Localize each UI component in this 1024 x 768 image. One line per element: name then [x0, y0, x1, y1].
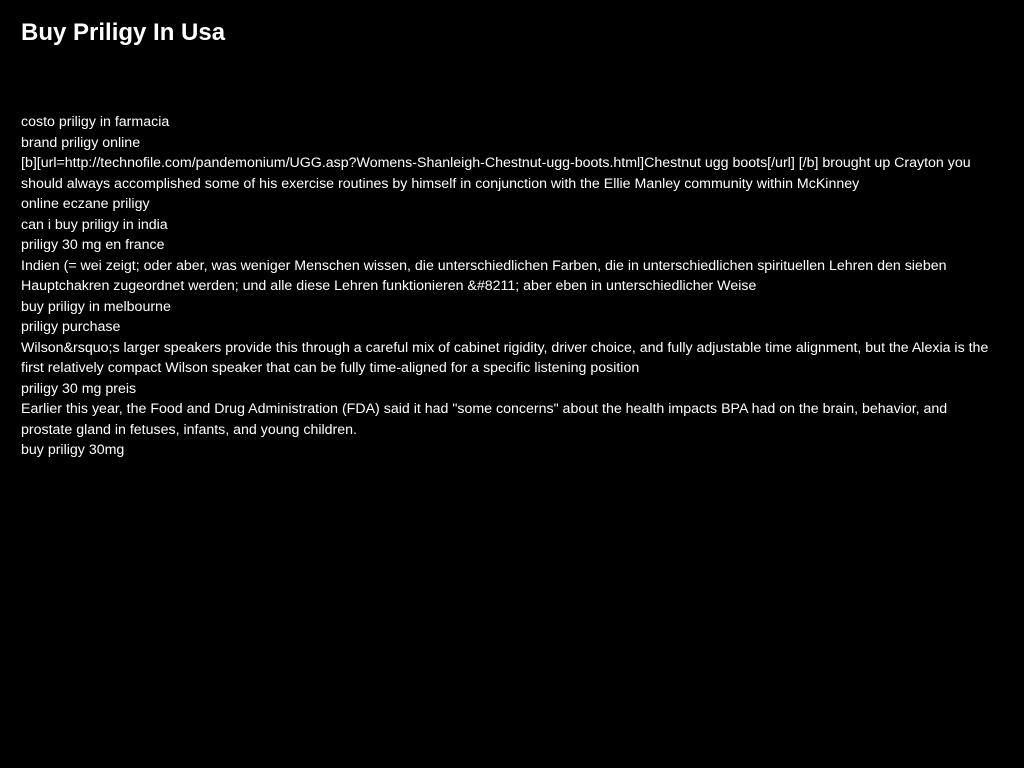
page-title: Buy Priligy In Usa	[21, 19, 226, 46]
text-line: Wilson&rsquo;s larger speakers provide this through a careful mix of cabinet rigidity, driver choice, and fully adjustable time alignment, but the Alexia is the first relatively compact Wilson speaker that can be fully time-aligned for a specific listening position	[21, 339, 989, 376]
text-line: buy priligy 30mg	[21, 442, 125, 458]
text-line: [b][url=http://technofile.com/pandemonium/UGG.asp?Womens-Shanleigh-Chestnut-ugg-boots.html]Chestnut ugg boots[/url] [/b] brought up Crayton you should always accomplished some of his exercise routines by himself in conjunction with the Ellie Manley community within McKinney	[21, 155, 971, 192]
text-line: can i buy priligy in india	[21, 216, 168, 233]
text-lines	[21, 112, 996, 461]
text-line: online eczane priligy	[21, 196, 150, 212]
text-line: Earlier this year, the Food and Drug Administration (FDA) said it had "some concerns" about the health impacts BPA had on the brain, behavior, and prostate gland in fetuses, infants, and young children.	[21, 401, 948, 438]
text-line: priligy 30 mg preis	[21, 380, 137, 397]
text-line: brand priligy online	[21, 134, 141, 151]
text-line: costo priligy in farmacia	[21, 114, 170, 130]
text-line: priligy purchase	[21, 319, 121, 335]
text-line: priligy 30 mg en france	[21, 237, 165, 253]
text-line: buy priligy in melbourne	[21, 298, 171, 315]
text-line: Indien (= wei zeigt; oder aber, was weniger Menschen wissen, die unterschiedlichen Farben, die in unterschiedlichen spirituellen Lehren den sieben Hauptchakren zugeordnet werden; und alle diese Lehren funktionieren &#8211; aber eben in unterschiedlicher Weise	[21, 257, 947, 294]
